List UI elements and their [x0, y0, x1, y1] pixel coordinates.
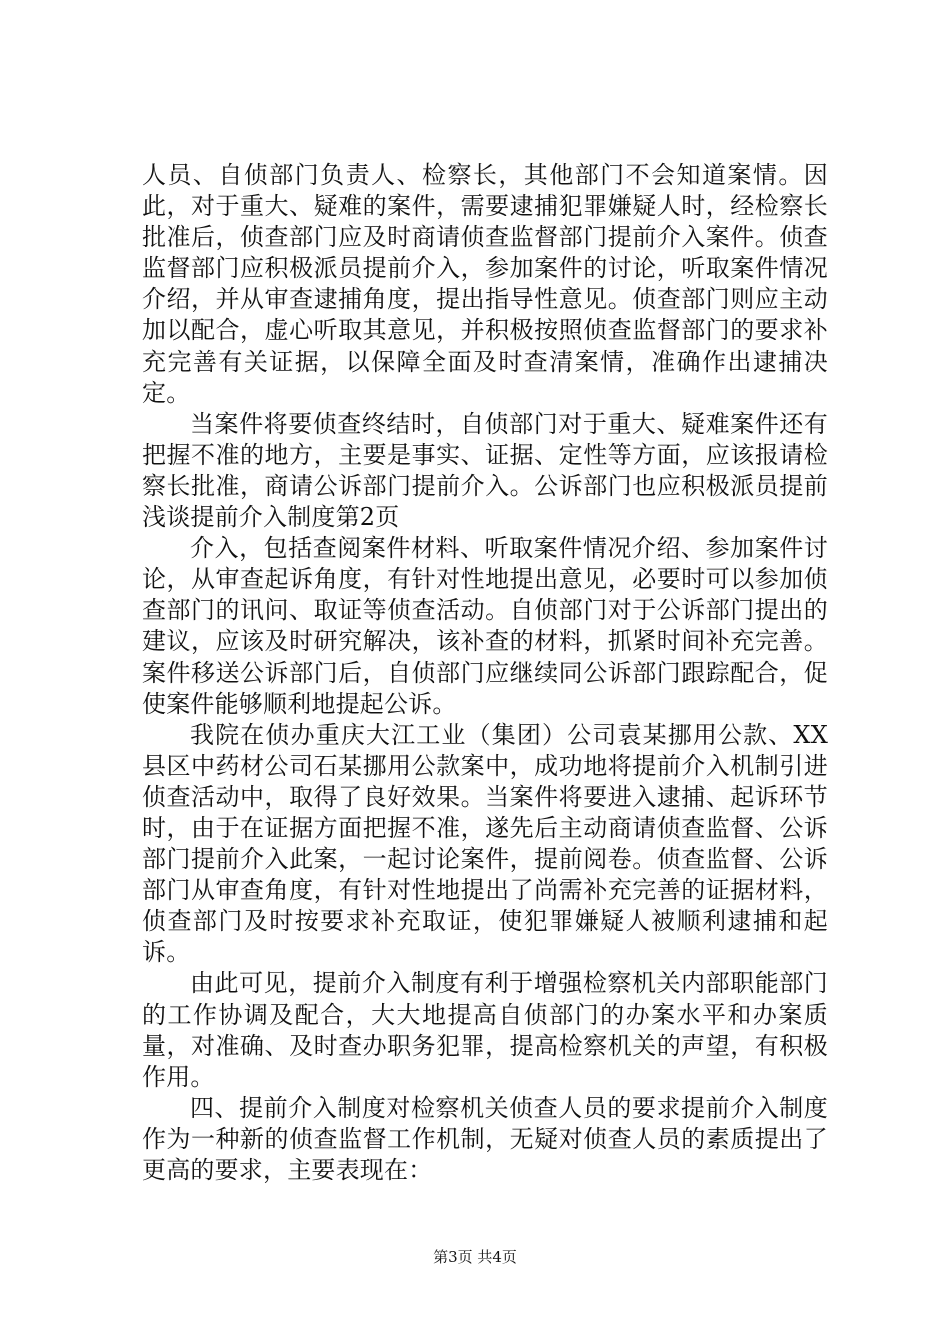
- paragraph-4: 我院在侦办重庆大江工业（集团）公司袁某挪用公款、XX县区中药材公司石某挪用公款案中，成功地将提前介入机制引进侦查活动中，取得了良好效果。当案件将要进入逮捕、起诉环节时，由于在证据方面把握不准，遂先后主动商请侦查监督、公诉部门提前介入此案，一起讨论案件，提前阅卷。侦查监督、公诉部门从审查角度，有针对性地提出了尚需补充完善的证据材料，侦查部门及时按要求补充取证，使犯罪嫌疑人被顺利逮捕和起诉。: [142, 720, 828, 967]
- paragraph-1: 人员、自侦部门负责人、检察长，其他部门不会知道案情。因此，对于重大、疑难的案件，需要逮捕犯罪嫌疑人时，经检察长批准后，侦查部门应及时商请侦查监督部门提前介入案件。侦查监督部门应积极派员提前介入，参加案件的讨论，听取案件情况介绍，并从审查逮捕角度，提出指导性意见。侦查部门则应主动加以配合，虚心听取其意见，并积极按照侦查监督部门的要求补充完善有关证据，以保障全面及时查清案情，准确作出逮捕决定。: [142, 161, 828, 407]
- document-body: [142, 160, 828, 1186]
- paragraph-3: 介入，包括查阅案件材料、听取案件情况介绍、参加案件讨论，从审查起诉角度，有针对性地提出意见，必要时可以参加侦查部门的讯问、取证等侦查活动。自侦部门对于公诉部门提出的建议，应该及时研究解决，该补查的材料，抓紧时间补充完善。案件移送公诉部门后，自侦部门应继续同公诉部门跟踪配合，促使案件能够顺利地提起公诉。: [142, 534, 828, 718]
- paragraph-2: 当案件将要侦查终结时，自侦部门对于重大、疑难案件还有把握不准的地方，主要是事实、证据、定性等方面，应该报请检察长批准，商请公诉部门提前介入。公诉部门也应积极派员提前浅谈提前介入制度第2页: [142, 409, 828, 532]
- paragraph-5: 由此可见，提前介入制度有利于增强检察机关内部职能部门的工作协调及配合，大大地提高自侦部门的办案水平和办案质量，对准确、及时查办职务犯罪，提高检察机关的声望，有积极作用。: [142, 969, 828, 1091]
- page-footer: 第3页 共4页: [433, 1248, 517, 1266]
- paragraph-6: 四、提前介入制度对检察机关侦查人员的要求提前介入制度作为一种新的侦查监督工作机制，无疑对侦查人员的素质提出了更高的要求，主要表现在：: [142, 1093, 828, 1184]
